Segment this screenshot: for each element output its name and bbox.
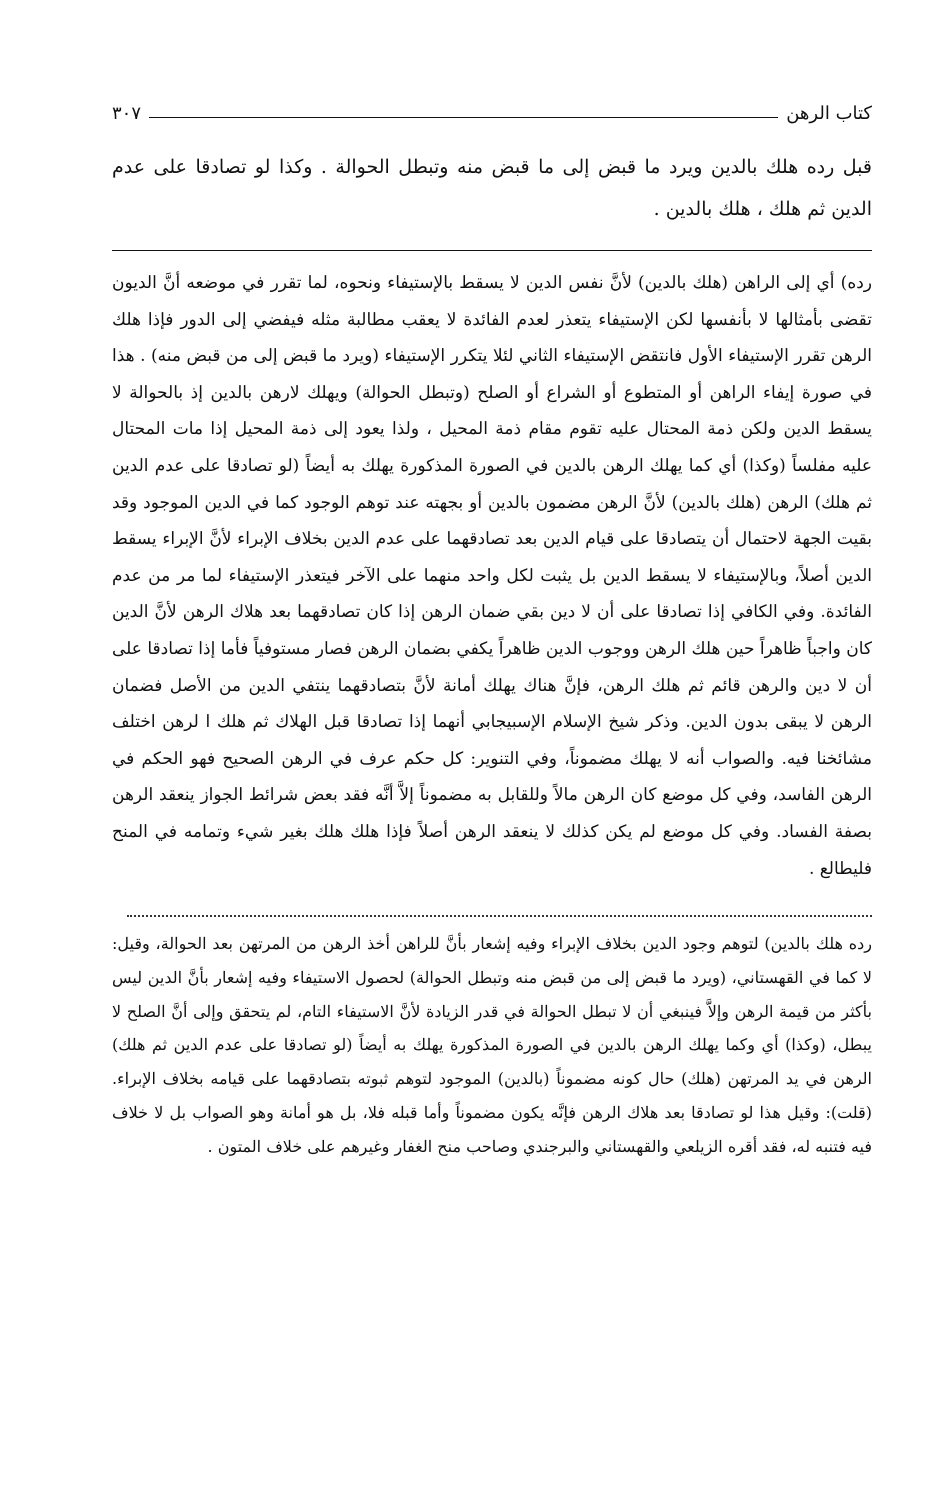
commentary-text: رده) أي إلى الراهن (هلك بالدين) لأنَّ نفس الدين لا يسقط بالإستيفاء ونحوه، لما تقرر في موضعه أنَّ الديون تقضى بأمثالها لا بأنفسها لكن الإستيفاء يتعذر لعدم الفائدة لا يعقب مطالبة مثله فيفضي إلى الدور فإذا هلك الرهن تقرر الإستيفاء الأول فانتقض الإستيفاء الثاني لئلا يتكرر الإستيفاء (ويرد ما قبض إلى من قبض منه) . هذا في صورة إيفاء الراهن أو المتطوع أو الشراع أو الصلح (وتبطل الحوالة) ويهلك لارهن بالدين إذ بالحوالة لا يسقط الدين ولكن ذمة المحتال عليه تقوم مقام ذمة المحيل ، ولذا يعود إلى ذمة المحيل إذا مات المحتال عليه مفلساً (وكذا) أي كما يهلك الرهن بالدين في الصورة المذكورة يهلك به أيضاً (لو تصادقا على عدم الدين ثم هلك) الرهن (هلك بالدين) لأنَّ الرهن مضمون بالدين أو بجهته عند توهم الوجود كما في الدين الموجود وقد بقيت الجهة لاحتمال أن يتصادقا على قيام الدين بعد تصادقهما على عدم الدين بخلاف الإبراء لأنَّ الإبراء يسقط الدين أصلاً، وبالإستيفاء لا يسقط الدين بل يثبت لكل واحد منهما على الآخر فيتعذر الإستيفاء لما مر من عدم الفائدة. وفي الكافي إذا تصادقا على أن لا دين بقي ضمان الرهن إذا كان تصادقهما بعد هلاك الرهن لأنَّ الدين كان واجباً ظاهراً حين هلك الرهن ووجوب الدين ظاهراً يكفي بضمان الرهن فصار مستوفياً فأما إذا تصادقا على أن لا دين والرهن قائم ثم هلك الرهن، فإنَّ هناك يهلك أمانة لأنَّ بتصادقهما ينتفي الدين من الأصل فضمان الرهن لا يبقى بدون الدين. وذكر شيخ الإسلام الإسبيجابي أنهما إذا تصادقا قبل الهلاك ثم هلك ا لرهن اختلف مشائخنا فيه. والصواب أنه لا يهلك مضموناً، وفي التنوير: كل حكم عرف في الرهن الصحيح فهو الحكم في الرهن الفاسد، وفي كل موضع كان الرهن مالاً وللقابل به مضموناً إلاَّ أنَّه فقد بعض شرائط الجواز ينعقد الرهن بصفة الفساد. وفي كل موضع لم يكن كذلك لا ينعقد الرهن أصلاً فإذا هلك هلك بغير شيء وتمامه في المنح فليطالع . <box>112 273 872 879</box>
chapter-title: كتاب الرهن <box>786 103 872 124</box>
gloss-text: رده هلك بالدين) لتوهم وجود الدين بخلاف الإبراء وفيه إشعار بأنَّ للراهن أخذ الرهن من المرتهن بعد الحوالة، وقيل: لا كما في القهستاني، (ويرد ما قبض إلى من قبض منه وتبطل الحوالة) لحصول الاستيفاء وفيه إشعار بأنَّ الدين ليس بأكثر من قيمة الرهن وإلاَّ فينبغي أن لا تبطل الحوالة في قدر الزيادة لأنَّ الاستيفاء التام، لم يتحقق وإلى أنَّ الصلح لا يبطل، (وكذا) أي وكما يهلك الرهن بالدين في الصورة المذكورة يهلك به أيضاً (لو تصادقا على عدم الدين ثم هلك) الرهن في يد المرتهن (هلك) حال كونه مضموناً (بالدين) الموجود لتوهم ثبوته بتصادقهما على قيامه بخلاف الإبراء. (قلت): وقيل هذا لو تصادقا بعد هلاك الرهن فإنَّه يكون مضموناً وأما قبله فلا، بل هو أمانة وهو الصواب بل لا خلاف فيه فتنبه له، فقد أقره الزيلعي والقهستاني والبرجندي وصاحب منح الغفار وغيرهم على خلاف المتون . <box>112 934 872 1156</box>
page-number: ٣٠٧ <box>112 103 142 124</box>
dotted-divider <box>127 915 872 917</box>
main-text-block <box>112 146 872 230</box>
running-header <box>112 92 872 124</box>
main-text: قبل رده هلك بالدين ويرد ما قبض إلى ما قبض منه وتبطل الحوالة . وكذا لو تصادقا على عدم الدين ثم هلك ، هلك بالدين . <box>112 156 873 220</box>
commentary-block <box>112 265 872 887</box>
book-page <box>112 92 872 1462</box>
gloss-block <box>112 927 872 1164</box>
main-divider <box>112 250 872 251</box>
header-rule <box>149 117 778 118</box>
